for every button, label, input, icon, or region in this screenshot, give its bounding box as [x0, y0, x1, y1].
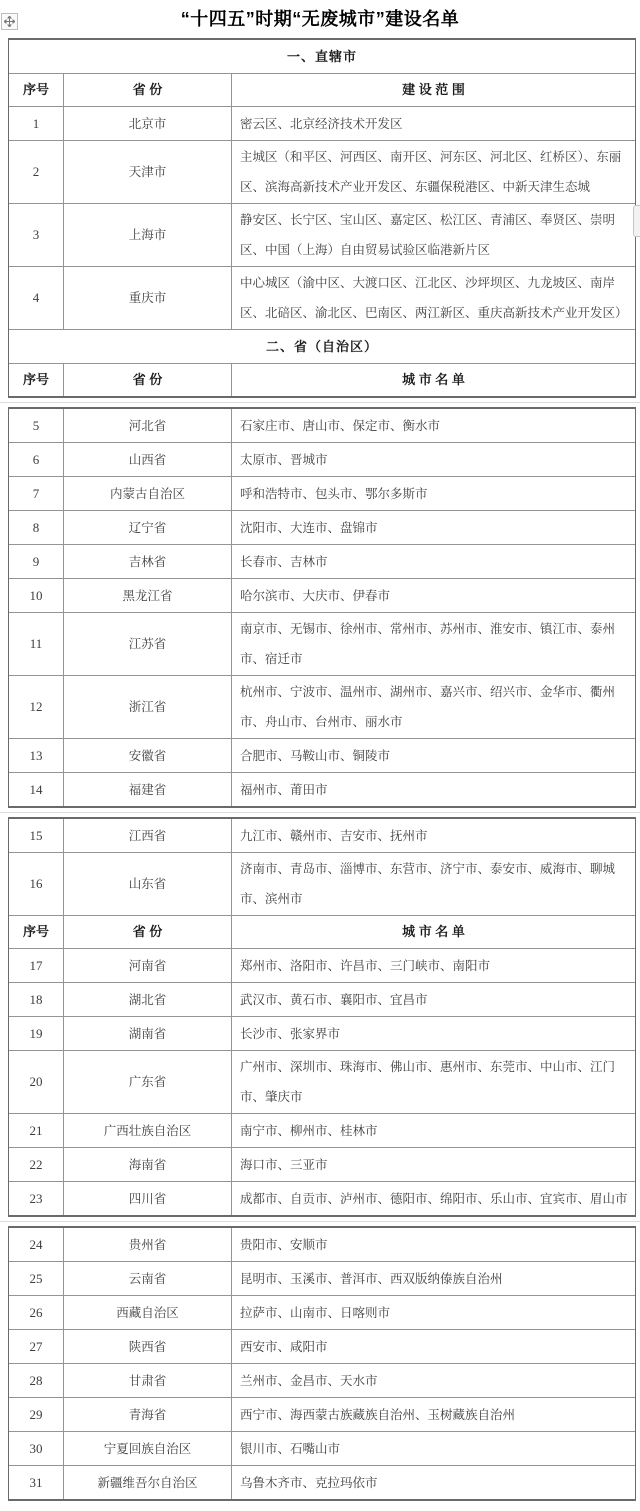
column-header: 建 设 范 围 — [231, 74, 635, 106]
province-cell: 内蒙古自治区 — [63, 477, 231, 510]
row-index-cell: 10 — [29, 587, 43, 603]
row-index-cell: 15 — [29, 827, 43, 843]
province-cell: 西藏自治区 — [63, 1296, 231, 1329]
column-header-row — [9, 915, 635, 948]
table-row — [9, 544, 635, 578]
table-row — [9, 948, 635, 982]
page-title: “十四五”时期“无废城市”建设名单 — [180, 9, 460, 29]
column-header: 城 市 名 单 — [231, 916, 635, 948]
row-index-cell: 13 — [29, 747, 43, 763]
province-cell: 湖北省 — [63, 983, 231, 1016]
province-cell: 广西壮族自治区 — [63, 1114, 231, 1147]
province-cell: 广东省 — [63, 1051, 231, 1113]
table-segment — [8, 38, 636, 398]
province-cell: 天津市 — [63, 141, 231, 203]
city-list-cell: 福州市、莆田市 — [231, 773, 635, 806]
province-cell: 黑龙江省 — [63, 579, 231, 612]
column-header-row — [9, 73, 635, 106]
table-row — [9, 1431, 635, 1465]
table-row — [9, 675, 635, 738]
row-index-cell: 23 — [29, 1190, 43, 1206]
column-header: 序号 — [22, 372, 49, 387]
province-cell: 湖南省 — [63, 1017, 231, 1050]
page-break-line — [0, 402, 640, 403]
city-list-cell: 济南市、青岛市、淄博市、东营市、济宁市、泰安市、威海市、聊城市、滨州市 — [231, 853, 635, 915]
city-list-cell: 成都市、自贡市、泸州市、德阳市、绵阳市、乐山市、宜宾市、眉山市 — [231, 1182, 635, 1215]
row-index-cell: 2 — [32, 164, 40, 179]
table-row — [9, 203, 635, 266]
row-index-cell: 19 — [29, 1025, 43, 1041]
page-break-gap — [8, 398, 636, 407]
table-row — [9, 442, 635, 476]
table-row — [9, 1050, 635, 1113]
city-list-cell: 广州市、深圳市、珠海市、佛山市、惠州市、东莞市、中山市、江门市、肇庆市 — [231, 1051, 635, 1113]
table-row — [9, 1397, 635, 1431]
province-cell: 江西省 — [63, 819, 231, 852]
province-cell: 青海省 — [63, 1398, 231, 1431]
table-row — [9, 1147, 635, 1181]
province-cell: 贵州省 — [63, 1228, 231, 1261]
edge-collapsed-button[interactable] — [633, 205, 640, 237]
move-cross-icon — [4, 16, 15, 27]
city-list-cell: 长沙市、张家界市 — [231, 1017, 635, 1050]
column-header: 城 市 名 单 — [231, 364, 635, 396]
province-cell: 云南省 — [63, 1262, 231, 1295]
table-row — [9, 738, 635, 772]
table-segment — [8, 817, 636, 1217]
page-break-gap — [8, 1217, 636, 1226]
table-row — [9, 106, 635, 140]
province-cell: 浙江省 — [63, 676, 231, 738]
city-list-cell: 乌鲁木齐市、克拉玛依市 — [231, 1466, 635, 1499]
section-heading-row — [9, 329, 635, 363]
table-row — [9, 1181, 635, 1215]
province-cell: 山东省 — [63, 853, 231, 915]
city-list-cell: 静安区、长宁区、宝山区、嘉定区、松江区、青浦区、奉贤区、崇明区、中国（上海）自由贸易试验区临港新片区 — [231, 204, 635, 266]
table-row — [9, 612, 635, 675]
row-index-cell: 14 — [29, 781, 43, 797]
table-segment — [8, 1226, 636, 1501]
province-cell: 陕西省 — [63, 1330, 231, 1363]
province-cell: 江苏省 — [63, 613, 231, 675]
province-cell: 福建省 — [63, 773, 231, 806]
province-cell: 海南省 — [63, 1148, 231, 1181]
city-list-cell: 沈阳市、大连市、盘锦市 — [231, 511, 635, 544]
section-heading: 二、省（自治区） — [265, 338, 378, 354]
city-list-cell: 密云区、北京经济技术开发区 — [231, 107, 635, 140]
row-index-cell: 7 — [32, 485, 40, 501]
table-row — [9, 476, 635, 510]
table-row — [9, 1363, 635, 1397]
table-row — [9, 772, 635, 806]
table-row — [9, 1261, 635, 1295]
city-list-cell: 武汉市、黄石市、襄阳市、宜昌市 — [231, 983, 635, 1016]
table-row — [9, 266, 635, 329]
table-row — [9, 1295, 635, 1329]
row-index-cell: 29 — [29, 1406, 43, 1422]
table-row — [9, 510, 635, 544]
table-row — [9, 982, 635, 1016]
column-header: 省 份 — [63, 364, 231, 396]
page-break-gap — [8, 808, 636, 817]
row-index-cell: 31 — [29, 1474, 43, 1490]
row-index-cell: 8 — [32, 519, 40, 535]
province-cell: 河北省 — [63, 409, 231, 442]
row-index-cell: 12 — [29, 699, 43, 714]
city-list-cell: 南京市、无锡市、徐州市、常州市、苏州市、淮安市、镇江市、泰州市、宿迁市 — [231, 613, 635, 675]
city-list-cell: 哈尔滨市、大庆市、伊春市 — [231, 579, 635, 612]
city-list-cell: 拉萨市、山南市、日喀则市 — [231, 1296, 635, 1329]
row-index-cell: 1 — [32, 115, 40, 131]
column-header: 序号 — [22, 82, 49, 97]
table-row — [9, 578, 635, 612]
city-list-cell: 兰州市、金昌市、天水市 — [231, 1364, 635, 1397]
table-row — [9, 852, 635, 915]
row-index-cell: 5 — [32, 417, 40, 433]
row-index-cell: 30 — [29, 1440, 43, 1456]
row-index-cell: 9 — [32, 553, 40, 569]
table-move-handle[interactable] — [1, 13, 18, 30]
province-cell: 辽宁省 — [63, 511, 231, 544]
row-index-cell: 16 — [29, 876, 43, 891]
city-list-cell: 西安市、咸阳市 — [231, 1330, 635, 1363]
table-row — [9, 409, 635, 442]
province-cell: 新疆维吾尔自治区 — [63, 1466, 231, 1499]
province-cell: 河南省 — [63, 949, 231, 982]
city-list-cell: 石家庄市、唐山市、保定市、衡水市 — [231, 409, 635, 442]
row-index-cell: 11 — [29, 636, 43, 651]
row-index-cell: 21 — [29, 1122, 43, 1138]
province-cell: 重庆市 — [63, 267, 231, 329]
row-index-cell: 25 — [29, 1270, 43, 1286]
city-list-cell: 贵阳市、安顺市 — [231, 1228, 635, 1261]
city-list-cell: 长春市、吉林市 — [231, 545, 635, 578]
section-heading: 一、直辖市 — [286, 48, 357, 64]
column-header: 省 份 — [63, 916, 231, 948]
table-segment — [8, 407, 636, 808]
city-list-cell: 主城区（和平区、河西区、南开区、河东区、河北区、红桥区）、东丽区、滨海高新技术产业开发区、东疆保税港区、中新天津生态城 — [231, 141, 635, 203]
city-list-cell: 西宁市、海西蒙古族藏族自治州、玉树藏族自治州 — [231, 1398, 635, 1431]
row-index-cell: 6 — [32, 451, 40, 467]
section-heading-row — [9, 40, 635, 73]
column-header: 省 份 — [63, 74, 231, 106]
table-row — [9, 140, 635, 203]
table-row — [9, 1016, 635, 1050]
city-list-cell: 中心城区（渝中区、大渡口区、江北区、沙坪坝区、九龙坡区、南岸区、北碚区、渝北区、巴南区、两江新区、重庆高新技术产业开发区） — [231, 267, 635, 329]
city-list-cell: 合肥市、马鞍山市、铜陵市 — [231, 739, 635, 772]
province-cell: 宁夏回族自治区 — [63, 1432, 231, 1465]
row-index-cell: 22 — [29, 1156, 43, 1172]
city-list-cell: 呼和浩特市、包头市、鄂尔多斯市 — [231, 477, 635, 510]
column-header-row — [9, 363, 635, 396]
province-cell: 北京市 — [63, 107, 231, 140]
row-index-cell: 26 — [29, 1304, 43, 1320]
row-index-cell: 4 — [32, 290, 40, 305]
table-row — [9, 1228, 635, 1261]
table-row — [9, 1113, 635, 1147]
province-cell: 山西省 — [63, 443, 231, 476]
province-cell: 安徽省 — [63, 739, 231, 772]
table-row — [9, 819, 635, 852]
row-index-cell: 18 — [29, 991, 43, 1007]
table-row — [9, 1329, 635, 1363]
row-index-cell: 3 — [32, 227, 40, 242]
city-list-cell: 昆明市、玉溪市、普洱市、西双版纳傣族自治州 — [231, 1262, 635, 1295]
table-row — [9, 1465, 635, 1499]
city-list-cell: 南宁市、柳州市、桂林市 — [231, 1114, 635, 1147]
city-list-cell: 太原市、晋城市 — [231, 443, 635, 476]
page-break-line — [0, 1221, 640, 1222]
row-index-cell: 27 — [29, 1338, 43, 1354]
province-cell: 四川省 — [63, 1182, 231, 1215]
city-list-cell: 九江市、赣州市、吉安市、抚州市 — [231, 819, 635, 852]
page-break-line — [0, 812, 640, 813]
column-header: 序号 — [22, 924, 49, 939]
row-index-cell: 17 — [29, 957, 43, 973]
province-cell: 上海市 — [63, 204, 231, 266]
row-index-cell: 24 — [29, 1236, 43, 1252]
row-index-cell: 28 — [29, 1372, 43, 1388]
city-list-cell: 杭州市、宁波市、温州市、湖州市、嘉兴市、绍兴市、金华市、衢州市、舟山市、台州市、丽水市 — [231, 676, 635, 738]
document-table — [8, 38, 636, 1501]
city-list-cell: 郑州市、洛阳市、许昌市、三门峡市、南阳市 — [231, 949, 635, 982]
city-list-cell: 银川市、石嘴山市 — [231, 1432, 635, 1465]
city-list-cell: 海口市、三亚市 — [231, 1148, 635, 1181]
row-index-cell: 20 — [29, 1074, 43, 1089]
province-cell: 吉林省 — [63, 545, 231, 578]
province-cell: 甘肃省 — [63, 1364, 231, 1397]
